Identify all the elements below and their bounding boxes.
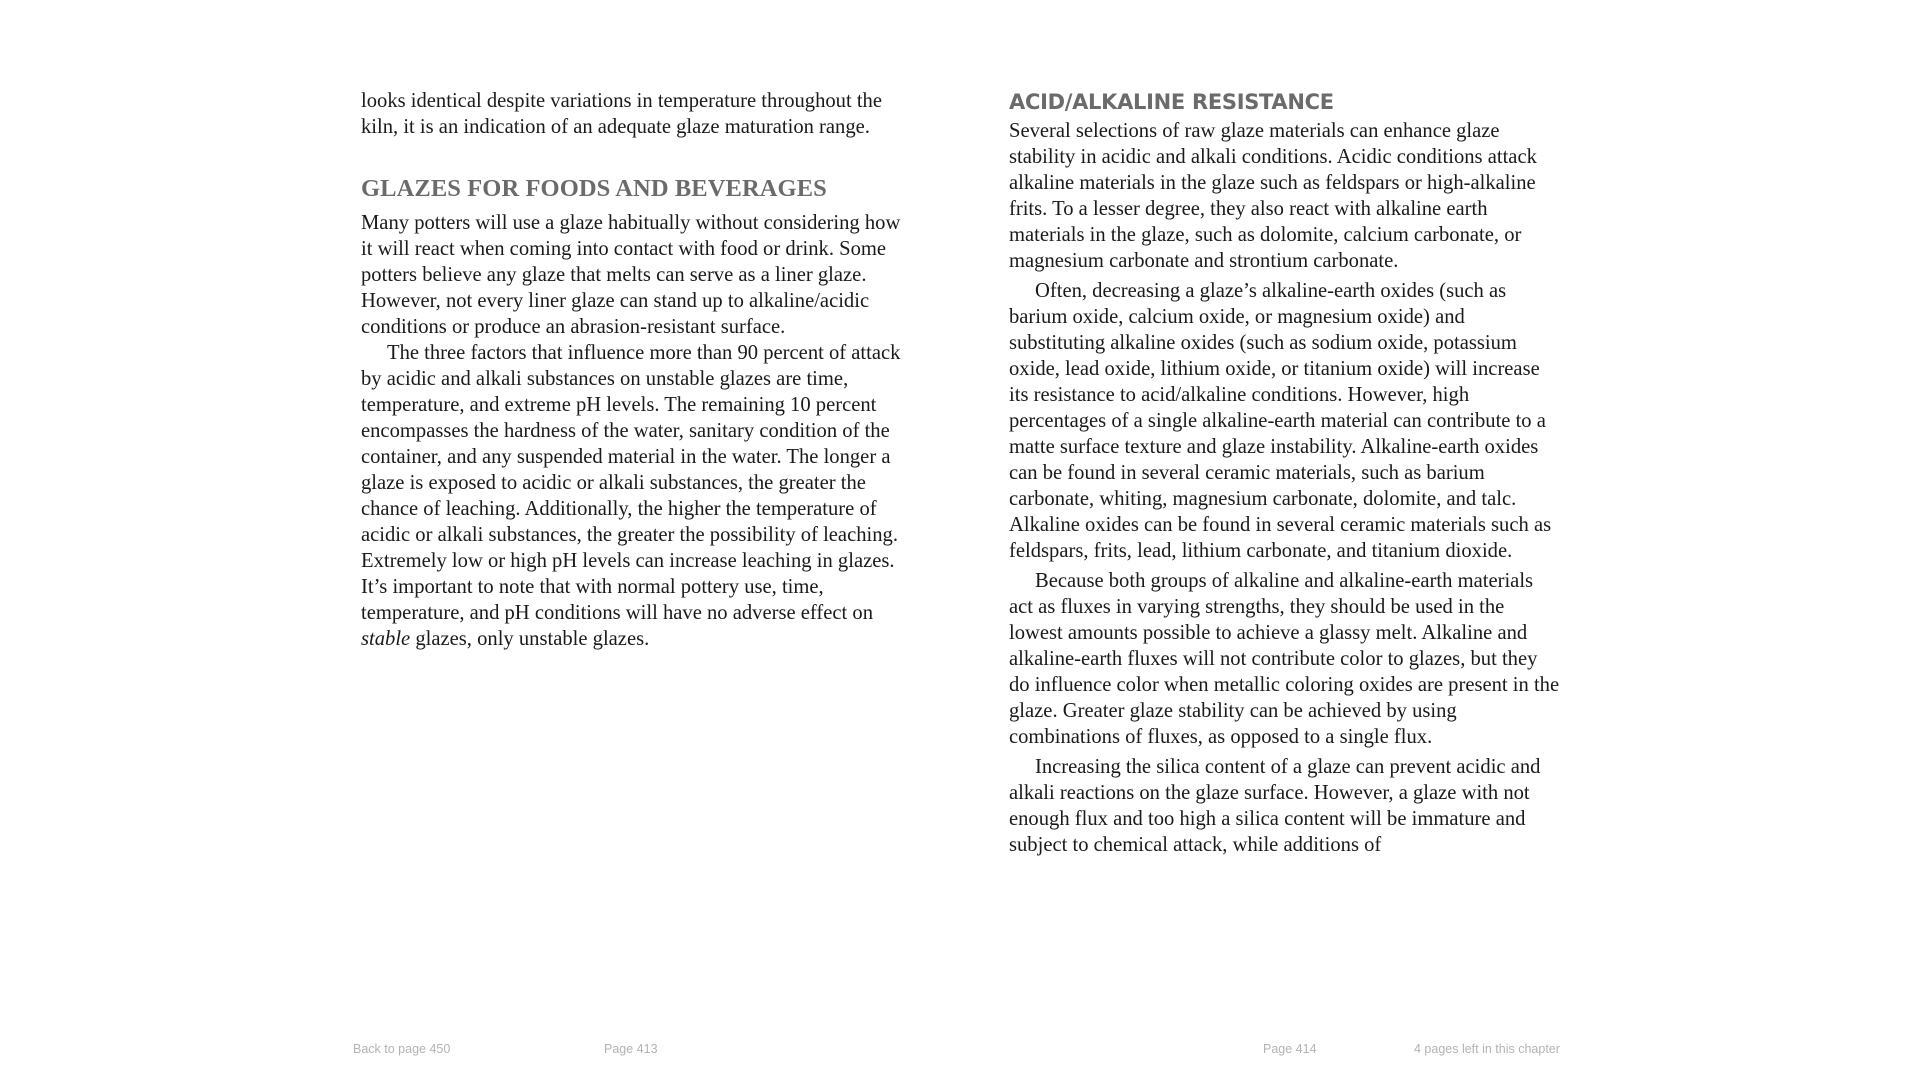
paragraph-text: The three factors that influence more than 90 percent of attack by acidic and alkali substances on unstable glazes are time, temperature, and extreme pH levels. The remaining 10 percent encompasses the hardness of the water, sanitary condition of the container, and any suspended material in the water. The longer a glaze is exposed to acidic or alkali substances, the greater the chance of leaching. Additionally, the higher the temperature of acidic or alkali substances, the greater the possibility of leaching. Extremely low or high pH levels can increase leaching in glazes. It’s important to note that with normal pottery use, time, temperature, and pH conditions will have no adverse effect on: [361, 342, 901, 624]
back-to-page-link[interactable]: Back to page 450: [353, 1042, 451, 1056]
pages-left-in-chapter: 4 pages left in this chapter: [1414, 1042, 1560, 1056]
body-paragraph: Because both groups of alkaline and alkaline-earth materials act as fluxes in varying strengths, they should be used in the lowest amounts possible to achieve a glassy melt. Alkaline and alkaline-earth fluxes will not contribute color to glazes, but they do influence color when metallic coloring oxides are present in the glaze. Greater glaze stability can be achieved by using combinations of fluxes, as opposed to a single flux.: [1009, 570, 1560, 748]
section-heading-glazes-for-foods: GLAZES FOR FOODS AND BEVERAGES: [361, 175, 827, 202]
body-paragraph: Several selections of raw glaze materials can enhance glaze stability in acidic and alkali conditions. Acidic conditions attack alkaline materials in the glaze such as feldspars or high-alkaline frits. To a lesser degree, they also react with alkaline earth materials in the glaze, such as dolomite, calcium carbonate, or magnesium carbonate and strontium carbonate.: [1009, 120, 1537, 272]
left-page-number: Page 413: [604, 1042, 658, 1056]
right-page-number: Page 414: [1263, 1042, 1317, 1056]
body-paragraph: Often, decreasing a glaze’s alkaline-earth oxides (such as barium oxide, calcium oxide, or magnesium oxide) and substituting alkaline oxides (such as sodium oxide, potassium oxide, lead oxide, lithium oxide, or titanium oxide) will increase its resistance to acid/alkaline conditions. However, high percentages of a single alkaline-earth material can contribute to a matte surface texture and glaze instability. Alkaline-earth oxides can be found in several ceramic materials, such as barium carbonate, whiting, magnesium carbonate, dolomite, and talc. Alkaline oxides can be found in several ceramic materials such as feldspars, frits, lead, lithium carbonate, and titanium dioxide.: [1009, 280, 1552, 562]
continuation-paragraph: looks identical despite variations in temperature throughout the kiln, it is an indication of an adequate glaze maturation range.: [361, 90, 882, 138]
left-page: [361, 88, 913, 652]
body-paragraph: [361, 340, 913, 652]
body-paragraph: Many potters will use a glaze habitually without considering how it will react when coming into contact with food or drink. Some potters believe any glaze that melts can serve as a liner glaze. However, not every liner glaze can stand up to alkaline/acidic conditions or produce an abrasion-resistant surface.: [361, 212, 901, 338]
paragraph-text: glazes, only unstable glazes.: [410, 628, 650, 650]
emphasis-text: stable: [361, 628, 411, 650]
body-paragraph: Increasing the silica content of a glaze can prevent acidic and alkali reactions on the glaze surface. However, a glaze with not enough flux and too high a silica content will be immature and subject to chemical attack, while additions of: [1009, 756, 1541, 856]
section-heading-acid-alkaline-resistance: ACID/ALKALINE RESISTANCE: [1009, 90, 1334, 114]
right-page: [1009, 88, 1561, 858]
